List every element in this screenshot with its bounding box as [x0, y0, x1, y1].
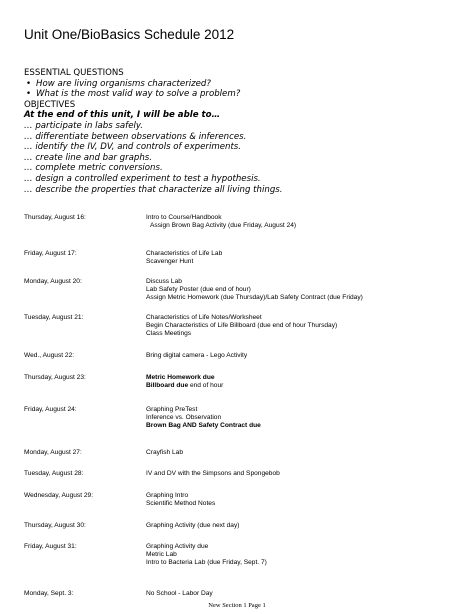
schedule-date: Thursday, August 30:: [24, 522, 86, 529]
schedule-activity: Assign Brown Bag Activity (due Friday, August 24): [150, 221, 297, 229]
schedule-activities: [146, 374, 464, 390]
schedule-activity-due: Billboard due: [146, 381, 189, 389]
schedule-date: Monday, Sept. 3:: [24, 590, 74, 597]
schedule-activity: [146, 374, 464, 382]
schedule-activity: Characteristics of Life Notes/Worksheet: [146, 314, 262, 321]
schedule-activity: Bring digital camera - Lego Activity: [146, 352, 248, 359]
objective-item: … participate in labs safely.: [24, 120, 144, 131]
schedule-activity: Graphing Activity (due next day): [146, 522, 240, 529]
schedule-activities: [146, 314, 464, 338]
schedule-date: Friday, August 31:: [24, 543, 77, 550]
schedule-activity: Graphing PreTest: [146, 406, 198, 413]
schedule-activities: [146, 250, 464, 266]
schedule-date: Monday, August 20:: [24, 278, 82, 285]
schedule-activity: No School - Labor Day: [146, 590, 213, 597]
schedule-activity: Crayfish Lab: [146, 449, 184, 456]
objective-item: … complete metric conversions.: [24, 163, 163, 174]
schedule-activity-text: end of hour: [188, 381, 224, 389]
page-title: Unit One/BioBasics Schedule 2012: [24, 27, 235, 42]
schedule-date: Tuesday, August 21:: [24, 314, 84, 321]
schedule-date: Monday, August 27:: [24, 449, 82, 456]
schedule-date: Friday, August 17:: [24, 250, 77, 257]
essential-question-item: • How are living organisms characterized?: [36, 79, 454, 90]
schedule-activity: [146, 382, 464, 390]
schedule-date: Thursday, August 16:: [24, 214, 86, 221]
schedule-activity: Scientific Method Notes: [146, 499, 216, 507]
schedule-activities: [146, 492, 464, 508]
schedule-activities: [146, 406, 464, 430]
schedule-activities: [146, 278, 464, 302]
schedule-activity: Intro to Bacteria Lab (due Friday, Sept. 7): [146, 558, 267, 566]
schedule-activity: Class Meetings: [146, 329, 192, 337]
schedule-date: Thursday, August 23:: [24, 374, 86, 381]
schedule-activity: Metric Lab: [146, 550, 177, 558]
objective-item: … create line and bar graphs.: [24, 152, 153, 163]
objective-item: … differentiate between observations & inferences.: [24, 131, 247, 142]
schedule-activity: Intro to Course/Handbook: [146, 214, 222, 221]
schedule-activity-due: Metric Homework due: [146, 374, 215, 381]
schedule-activities: [146, 214, 464, 230]
schedule-date: Wed., August 22:: [24, 352, 75, 359]
schedule-activity: Discuss Lab: [146, 278, 182, 285]
essential-questions-list: [24, 79, 454, 100]
objective-item: … design a controlled experiment to test a hypothesis.: [24, 173, 261, 184]
schedule-activity: Lab Safety Poster (due end of hour): [146, 285, 251, 293]
schedule-activities: [146, 590, 464, 598]
schedule-date: Tuesday, August 28:: [24, 470, 84, 477]
schedule-activities: [146, 352, 464, 360]
schedule-activity: Begin Characteristics of Life Billboard (due end of hour Thursday): [146, 321, 338, 329]
objectives-heading: OBJECTIVES: [24, 99, 76, 110]
essential-question-item: • What is the most valid way to solve a problem?: [36, 89, 454, 100]
schedule-activity: Graphing Activity due: [146, 543, 209, 550]
schedule-activity: [146, 422, 464, 430]
objective-item: … describe the properties that characterize all living things.: [24, 184, 283, 195]
schedule-activity-due: Brown Bag AND Safety Contract due: [146, 421, 261, 429]
essential-questions-section: [24, 68, 454, 195]
objectives-intro: At the end of this unit, I will be able to…: [24, 110, 221, 121]
schedule-activities: [146, 470, 464, 478]
schedule-date: Wednesday, August 29:: [24, 492, 94, 499]
schedule-activities: [146, 522, 464, 530]
schedule-date: Friday, August 24:: [24, 406, 77, 413]
page-footer: New Section 1 Page 1: [208, 602, 266, 609]
schedule-activity: IV and DV with the Simpsons and Spongebob: [146, 470, 280, 477]
objective-item: … identify the IV, DV, and controls of experiments.: [24, 142, 242, 153]
schedule-activities: [146, 449, 464, 457]
schedule-activity: Inference vs. Observation: [146, 413, 222, 421]
schedule-activity: Scavenger Hunt: [146, 257, 194, 265]
schedule-activities: [146, 543, 464, 567]
essential-questions-heading: ESSENTIAL QUESTIONS: [24, 68, 124, 78]
schedule-activity: Assign Metric Homework (due Thursday)/Lab Safety Contract (due Friday): [146, 293, 363, 301]
schedule-activity: Graphing Intro: [146, 492, 189, 499]
schedule-activity: Characteristics of Life Lab: [146, 250, 223, 257]
